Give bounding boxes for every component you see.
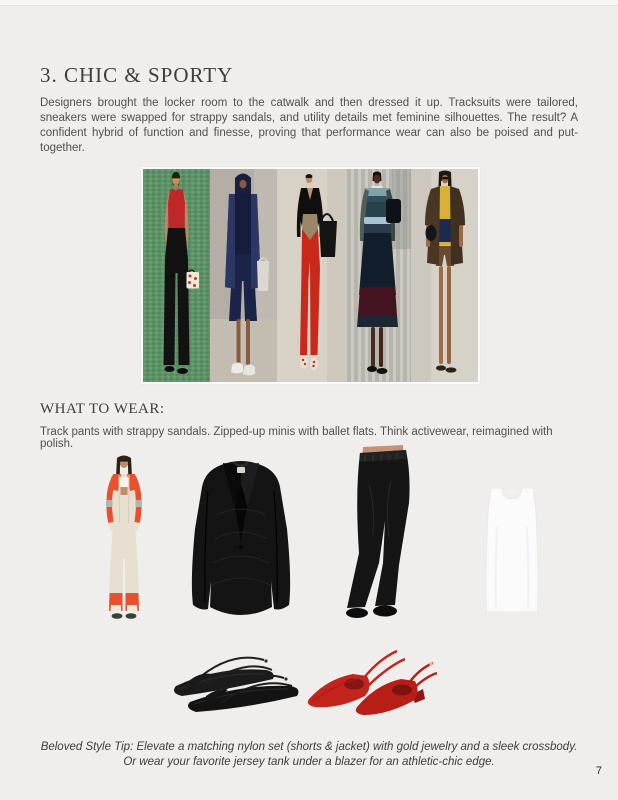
runway-model-2-photo	[210, 169, 277, 382]
product-blazer-image	[177, 455, 305, 623]
runway-model-3-photo	[277, 169, 344, 382]
what-to-wear-description: Track pants with strappy sandals. Zipped-up minis with ballet flats. Think activewear, reimagined with polish.	[40, 426, 553, 450]
product-strappy-sandals-image	[160, 642, 315, 722]
product-track-pants-image	[333, 445, 433, 627]
style-tip: Beloved Style Tip: Elevate a matching nylon set (shorts & jacket) with gold jewelry and a sleek crossbody. Or wear your favorite jersey tank under a blazer for an athletic-chic edge.	[40, 741, 578, 768]
section-title: 3. CHIC & SPORTY	[40, 63, 234, 87]
runway-model-1-photo	[143, 169, 210, 382]
runway-model-4-photo	[344, 169, 411, 382]
what-to-wear-title: WHAT TO WEAR:	[40, 401, 165, 417]
runway-model-5-photo	[411, 169, 478, 382]
product-ballet-flats-image	[305, 643, 445, 725]
runway-collage	[141, 167, 480, 384]
product-track-set-image	[93, 453, 155, 633]
product-tank-top-image	[477, 487, 547, 613]
page-number: 7	[595, 765, 602, 777]
section-intro: Designers brought the locker room to the catwalk and then dressed it up. Tracksuits were tailored, sneakers were swapped for strappy sandals, and utility details met feminine silhouettes. The result? A confident hybrid of function and finesse, proving that performance wear can also be poised and put-together.	[40, 97, 578, 154]
